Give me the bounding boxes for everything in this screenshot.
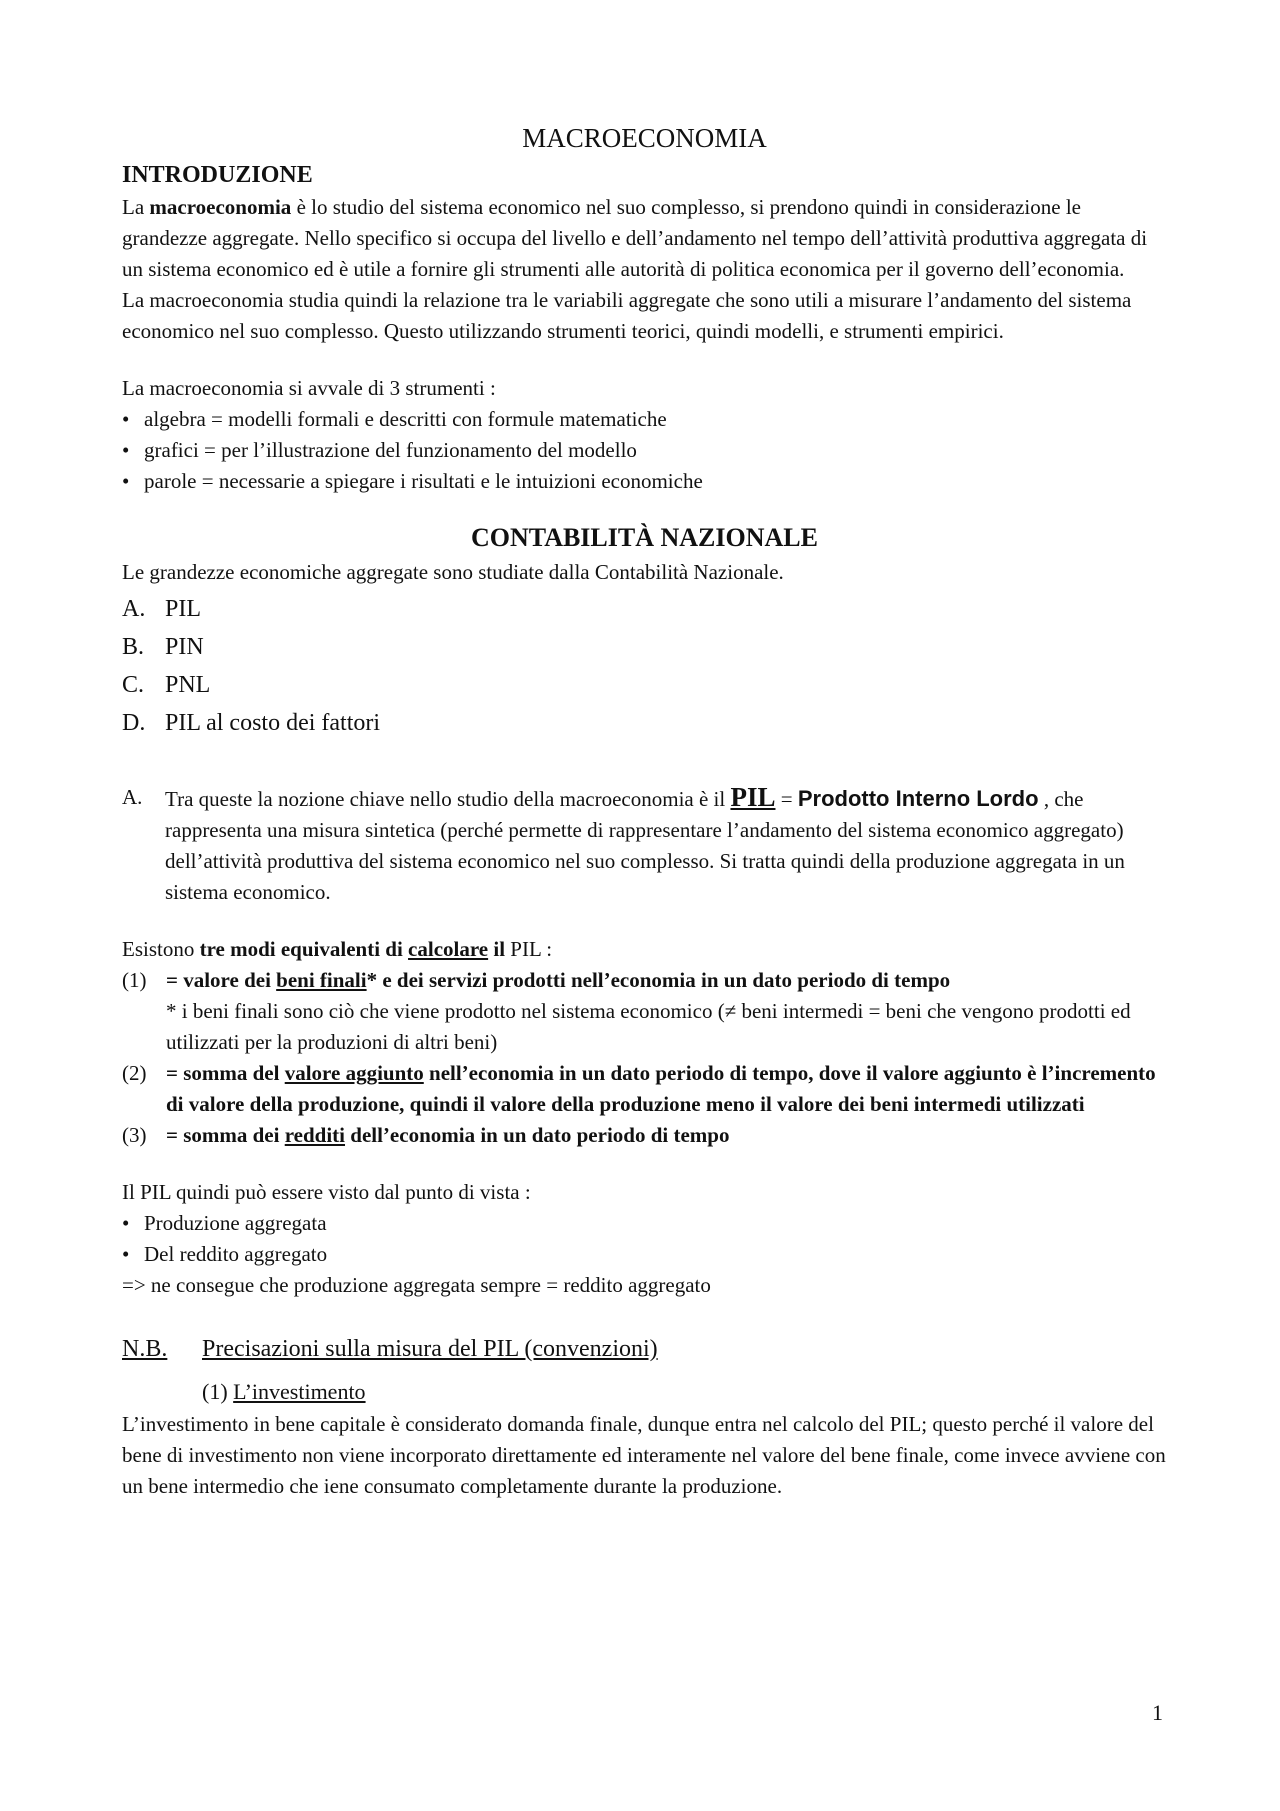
method-3: (3) = somma dei redditi dell’economia in un dato periodo di tempo [122,1123,730,1147]
pil-definition: A. Tra queste la nozione chiave nello studio della macroeconomia è il PIL = Prodotto Interno Lordo , che rappresenta una misura sintetica (perché permette di rappresentare l’andamento del sistema economico aggregato) dell’attività produttiva del sistema economico nel suo complesso. Si tratta quindi della produzione aggregata in un sistema economico. [122,782,1125,904]
punto-vista-conclusion: => ne consegue che produzione aggregata sempre = reddito aggregato [122,1273,711,1297]
method-1-note: * i beni finali sono ciò che viene prodotto nel sistema economico (≠ beni intermedi = beni che vengono prodotti ed utilizzati per la produzioni di altri beni) [166,999,1131,1054]
investimento-text: L’investimento in bene capitale è considerato domanda finale, dunque entra nel calcolo del PIL; questo perché il valore del bene di investimento non viene incorporato direttamente ed interamente nel valore del bene finale, come invece avviene con un bene intermedio che iene consumato completamente durante la produzione. [122,1412,1166,1498]
list-item: • parole = necessarie a spiegare i risultati e le intuizioni economiche [122,466,1167,497]
contabilita-intro: Le grandezze economiche aggregate sono studiate dalla Contabilità Nazionale. [122,560,784,584]
contabilita-heading: CONTABILITÀ NAZIONALE [471,523,818,552]
aggregates-list [122,590,1167,742]
pil-term: PIL [730,782,776,812]
tools-intro: La macroeconomia si avvale di 3 strumenti : [122,376,496,400]
document-title: MACROECONOMIA [522,123,767,153]
list-item: B. PIN [122,634,204,660]
nb-heading: N.B. Precisazioni sulla misura del PIL (convenzioni) [122,1336,658,1362]
intro-paragraph-2: La macroeconomia studia quindi la relazione tra le variabili aggregate che sono utili a misurare l’andamento del sistema economico nel suo complesso. Questo utilizzando strumenti teorici, quindi modelli, e strumenti empirici. [122,288,1132,343]
tools-list [122,404,1167,497]
document-page [122,118,1167,1502]
list-item: • Produzione aggregata [122,1208,1167,1239]
page-number: 1 [1152,1700,1163,1725]
list-item: C. PNL [122,672,211,698]
investimento-subheading: (1) L’investimento [202,1379,366,1404]
punto-vista-intro: Il PIL quindi può essere visto dal punto di vista : [122,1180,531,1204]
list-item: • Del reddito aggregato [122,1239,1167,1270]
punto-vista-list [122,1208,1167,1270]
intro-heading: INTRODUZIONE [122,162,313,188]
method-1: (1) = valore dei beni finali* e dei servizi prodotti nell’economia in un dato periodo di tempo * i beni finali sono ciò che viene prodotto nel sistema economico (≠ beni intermedi = beni che vengono prodotti ed utilizzati per la produzioni di altri beni) [122,968,1131,1054]
modi-intro: Esistono tre modi equivalenti di calcolare il PIL : [122,937,553,961]
list-item: D. PIL al costo dei fattori [122,710,381,736]
list-item: • algebra = modelli formali e descritti con formule matematiche [122,404,1167,435]
intro-paragraph-1: La macroeconomia è lo studio del sistema economico nel suo complesso, si prendono quindi in considerazione le grandezze aggregate. Nello specifico si occupa del livello e dell’andamento nel tempo dell’attività produttiva aggregata di un sistema economico ed è utile a fornire gli strumenti alle autorità di politica economica per il governo dell’economia. [122,195,1148,281]
list-item: A. PIL [122,596,201,622]
method-2: (2) = somma del valore aggiunto nell’economia in un dato periodo di tempo, dove il valore aggiunto è l’incremento di valore della produzione, quindi il valore della produzione meno il valore dei beni intermedi utilizzati [122,1061,1156,1116]
list-item: • grafici = per l’illustrazione del funzionamento del modello [122,435,1167,466]
